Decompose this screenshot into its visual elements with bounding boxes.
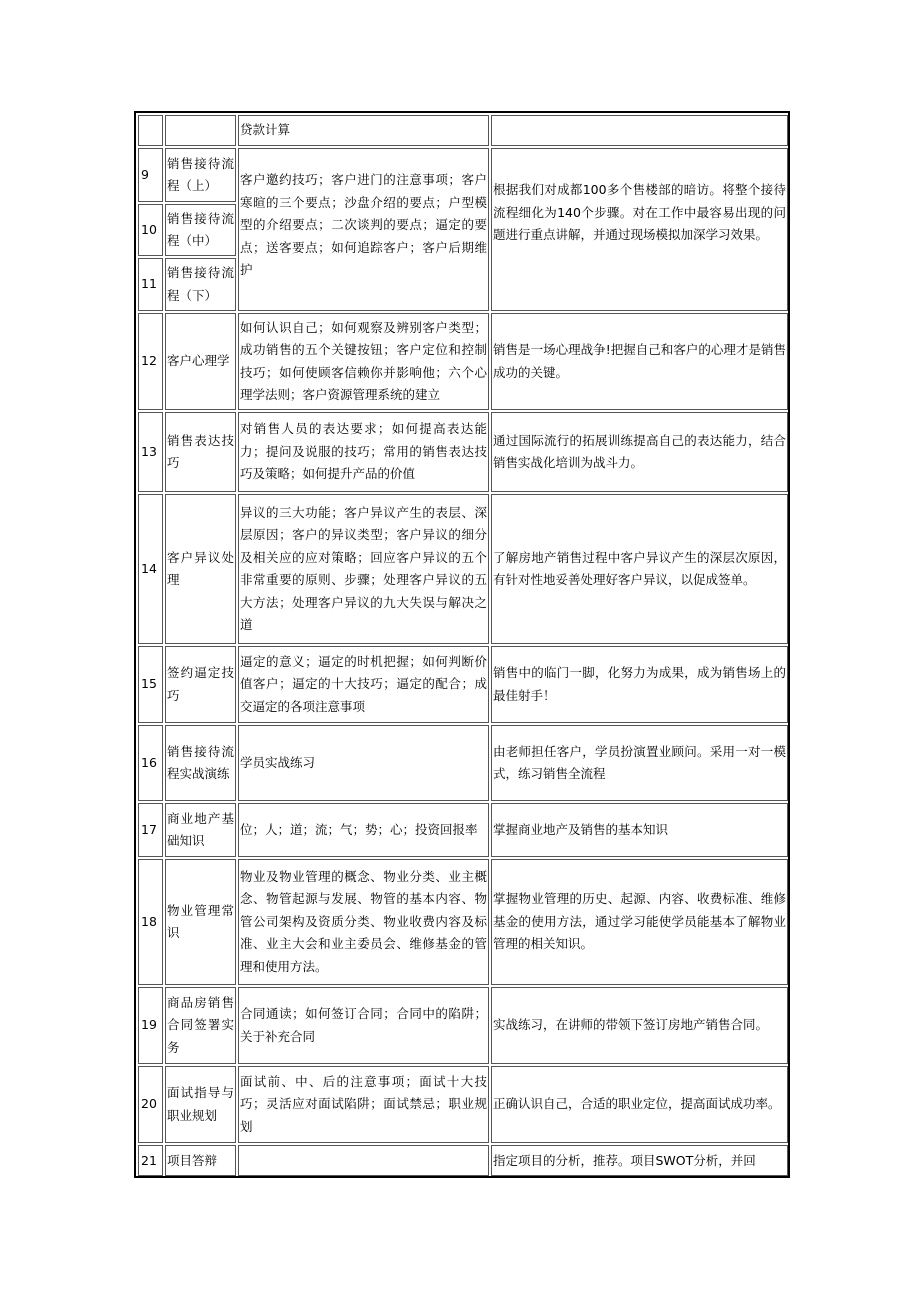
row-number: 20	[138, 1066, 163, 1143]
row-content: 对销售人员的表达要求；如何提高表达能力；提问及说服的技巧；常用的销售表达技巧及策略；如何提升产品的价值	[238, 412, 489, 492]
row-goal: 销售中的临门一脚，化努力为成果，成为销售场上的最佳射手！	[491, 646, 788, 723]
row-number: 9	[138, 148, 163, 202]
row-name: 销售接待流程实战演练	[165, 725, 236, 801]
row-number: 21	[138, 1145, 163, 1176]
row-name: 销售接待流程（中）	[165, 204, 236, 256]
row-number: 10	[138, 204, 163, 256]
row-content: 面试前、中、后的注意事项；面试十大技巧；灵活应对面试陷阱；面试禁忌；职业规划	[238, 1066, 489, 1143]
row-number: 13	[138, 412, 163, 492]
cell-name-blank	[165, 115, 236, 146]
row-content	[238, 1145, 489, 1176]
row-name: 签约逼定技巧	[165, 646, 236, 723]
cell-goal	[491, 115, 788, 146]
row-content: 如何认识自己；如何观察及辨别客户类型；成功销售的五个关键按钮；客户定位和控制技巧；如何使顾客信赖你并影响他；六个心理学法则；客户资源管理系统的建立	[238, 313, 489, 410]
row-name: 商业地产基础知识	[165, 803, 236, 857]
row-content: 物业及物业管理的概念、物业分类、业主概念、物管起源与发展、物管的基本内容、物管公司架构及资质分类、物业收费内容及标准、业主大会和业主委员会、维修基金的管理和使用方法。	[238, 859, 489, 985]
row-goal: 实战练习，在讲师的带领下签订房地产销售合同。	[491, 987, 788, 1064]
row-number: 16	[138, 725, 163, 801]
row-goal: 销售是一场心理战争!把握自己和客户的心理才是销售成功的关键。	[491, 313, 788, 410]
row-content: 异议的三大功能；客户异议产生的表层、深层原因；客户的异议类型；客户异议的细分及相关应的应对策略；回应客户异议的五个非常重要的原则、步骤；处理客户异议的五大方法；处理客户异议的九大失误与解决之道	[238, 494, 489, 644]
row-name: 面试指导与职业规划	[165, 1066, 236, 1143]
row-name: 销售接待流程（下）	[165, 258, 236, 311]
cell-number-blank	[138, 115, 163, 146]
row-name: 客户异议处理	[165, 494, 236, 644]
row-goal: 由老师担任客户，学员扮演置业顾问。采用一对一模式，练习销售全流程	[491, 725, 788, 801]
row-name: 项目答辩	[165, 1145, 236, 1176]
row-goal: 了解房地产销售过程中客户异议产生的深层次原因，有针对性地妥善处理好客户异议，以促成签单。	[491, 494, 788, 644]
course-table	[134, 111, 790, 1178]
row-goal: 掌握物业管理的历史、起源、内容、收费标准、维修基金的使用方法，通过学习能使学员能基本了解物业管理的相关知识。	[491, 859, 788, 985]
row-name: 商品房销售合同签署实务	[165, 987, 236, 1064]
row-number: 11	[138, 258, 163, 311]
row-number: 15	[138, 646, 163, 723]
row-number: 14	[138, 494, 163, 644]
row-number: 19	[138, 987, 163, 1064]
row-number: 17	[138, 803, 163, 857]
row-goal: 根据我们对成都100多个售楼部的暗访。将整个接待流程细化为140个步骤。对在工作中最容易出现的问题进行重点讲解，并通过现场模拟加深学习效果。	[491, 148, 788, 311]
row-name: 销售接待流程（上）	[165, 148, 236, 202]
cell-topic	[238, 115, 489, 146]
row-content: 客户邀约技巧；客户进门的注意事项；客户寒暄的三个要点；沙盘介绍的要点；户型模型的介绍要点；二次谈判的要点；逼定的要点；送客要点；如何追踪客户；客户后期维护	[238, 148, 489, 311]
row-name: 客户心理学	[165, 313, 236, 410]
row-content: 逼定的意义；逼定的时机把握；如何判断价值客户；逼定的十大技巧；逼定的配合；成交逼定的各项注意事项	[238, 646, 489, 723]
row-content: 位；人；道；流；气；势；心；投资回报率	[238, 803, 489, 857]
row-goal: 指定项目的分析，推荐。项目SWOT分析，并回	[491, 1145, 788, 1176]
row-goal: 通过国际流行的拓展训练提高自己的表达能力，结合销售实战化培训为战斗力。	[491, 412, 788, 492]
row-goal: 正确认识自己，合适的职业定位，提高面试成功率。	[491, 1066, 788, 1143]
row-content: 学员实战练习	[238, 725, 489, 801]
topic-text: 贷款计算	[240, 122, 291, 138]
row-goal: 掌握商业地产及销售的基本知识	[491, 803, 788, 857]
row-number: 18	[138, 859, 163, 985]
row-content: 合同通读；如何签订合同；合同中的陷阱；关于补充合同	[238, 987, 489, 1064]
row-number: 12	[138, 313, 163, 410]
row-name: 物业管理常识	[165, 859, 236, 985]
row-name: 销售表达技巧	[165, 412, 236, 492]
